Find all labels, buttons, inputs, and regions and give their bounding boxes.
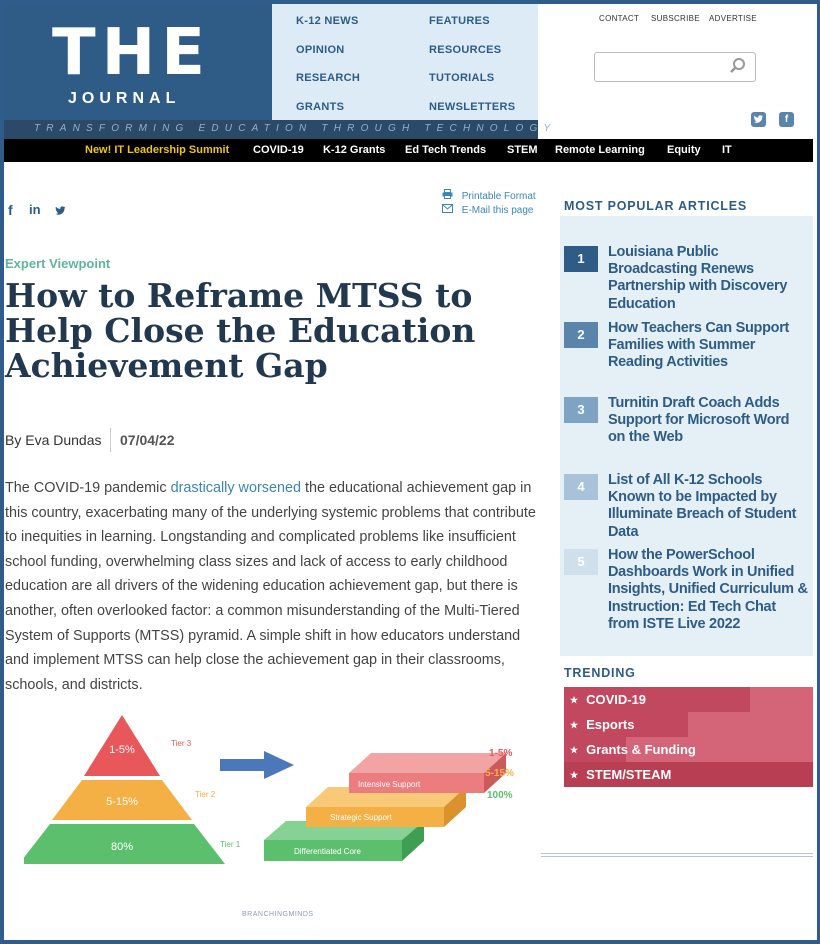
body-text-rest: the educational achievement gap in this country, exacerbating many of the underlying systemic problems that contribute to inequities in learning. Longstanding and complicated problems like insufficient school funding, overwhelming class sizes and lack of access to early childhood education are all drivers of the widening education achievement gap, but there is another, often overlooked factor: a common misunderstanding of the Multi-Tiered System of Supports (MTSS) pyramid. A simple shift in how educators understand and implement MTSS can help close the achievement gap in their classrooms, schools, and districts.: [5, 480, 536, 693]
step-core-label: Differentiated Core: [294, 847, 361, 856]
facebook-icon[interactable]: f: [779, 112, 794, 127]
popular-title[interactable]: How the PowerSchool Dashboards Work in Unified Insights, Unified Curriculum & Instruction: Ed Tech Chat from ISTE Live 2022: [608, 547, 808, 632]
popular-rank: 1: [564, 246, 598, 272]
trending-label: STEM/STEAM: [586, 767, 672, 782]
search-input[interactable]: [599, 54, 729, 80]
trending-grants-funding[interactable]: [570, 742, 696, 757]
star-icon: ★: [570, 695, 579, 705]
step-intensive-top: [349, 753, 506, 773]
star-icon: ★: [570, 770, 579, 780]
popular-title[interactable]: Turnitin Draft Coach Adds Support for Microsoft Word on the Web: [608, 395, 790, 446]
step-intensive-label: Intensive Support: [358, 780, 421, 789]
topic-it-leadership-summit[interactable]: New! IT Leadership Summit: [85, 144, 230, 156]
step-intensive-pct: 1-5%: [489, 748, 513, 759]
topic-ed-tech-trends[interactable]: Ed Tech Trends: [405, 144, 487, 156]
mtss-figure: [24, 709, 524, 929]
subscribe-link[interactable]: SUBSCRIBE: [651, 14, 700, 23]
byline-divider: [110, 428, 111, 452]
contact-link[interactable]: CONTACT: [599, 14, 640, 23]
article-headline: How to Reframe MTSS to Help Close the Education Achievement Gap: [5, 276, 476, 385]
popular-title[interactable]: List of All K-12 Schools Known to be Impacted by Illuminate Breach of Student Data: [608, 472, 797, 540]
pyramid-tier3-pct: 1-5%: [109, 744, 135, 756]
email-page-label: E-Mail this page: [461, 205, 534, 216]
tagline-bar: [4, 120, 557, 139]
tagline: TRANSFORMING EDUCATION THROUGH TECHNOLOGY: [34, 123, 557, 134]
nav-opinion[interactable]: OPINION: [296, 44, 345, 56]
pyramid-tier1-pct: 80%: [110, 841, 134, 853]
article-kicker[interactable]: Expert Viewpoint: [5, 256, 111, 271]
article-date: 07/04/22: [120, 432, 175, 448]
search-icon[interactable]: [729, 57, 747, 80]
nav-k12-news[interactable]: K-12 NEWS: [296, 15, 359, 27]
star-icon: ★: [570, 720, 579, 730]
topic-stem[interactable]: STEM: [507, 144, 538, 156]
trending-heading: TRENDING: [564, 666, 636, 680]
logo-wordmark: THE: [52, 16, 211, 90]
topic-covid19[interactable]: COVID-19: [253, 144, 304, 156]
most-popular-heading: MOST POPULAR ARTICLES: [564, 199, 748, 213]
topics-bar: [4, 139, 813, 162]
linkedin-icon[interactable]: in: [29, 202, 41, 217]
popular-rank: 3: [564, 397, 598, 423]
nav-grants[interactable]: GRANTS: [296, 101, 345, 113]
arrow-right-icon: [220, 751, 294, 779]
step-strategic-pct: 5-15%: [485, 768, 514, 779]
printable-format-label: Printable Format: [461, 191, 536, 202]
trending-esports[interactable]: [570, 717, 634, 732]
printable-format-link[interactable]: [442, 189, 536, 202]
sidebar-divider: [541, 853, 813, 854]
email-page-link[interactable]: [442, 204, 533, 216]
pyramid-tier2-label: Tier 2: [195, 790, 216, 799]
topic-it[interactable]: IT: [722, 144, 732, 156]
sidebar-divider: [541, 856, 813, 857]
nav-tutorials[interactable]: TUTORIALS: [429, 72, 495, 84]
pyramid-tier1-label: Tier 1: [220, 840, 241, 849]
facebook-icon[interactable]: f: [8, 202, 13, 218]
trending-label: Grants & Funding: [586, 742, 696, 757]
popular-rank: 4: [564, 474, 598, 500]
nav-features[interactable]: FEATURES: [429, 15, 490, 27]
mtss-diagram: [24, 709, 524, 929]
page: [4, 4, 817, 940]
site-logo[interactable]: [4, 4, 272, 120]
step-core-pct: 100%: [487, 790, 513, 801]
trending-stem-steam[interactable]: [570, 767, 671, 782]
drastically-worsened-link[interactable]: drastically worsened: [170, 480, 301, 496]
popular-title[interactable]: How Teachers Can Support Families with Summer Reading Activities: [608, 320, 790, 371]
popular-title[interactable]: Louisiana Public Broadcasting Renews Partnership with Discovery Education: [608, 244, 788, 312]
trending-label: Esports: [586, 717, 635, 732]
twitter-icon[interactable]: [751, 112, 766, 127]
envelope-icon: [442, 205, 456, 216]
printer-icon: [442, 191, 456, 202]
trending-label: COVID-19: [586, 692, 647, 707]
twitter-icon[interactable]: [54, 204, 67, 220]
pyramid-tier2-pct: 5-15%: [106, 796, 138, 808]
article-body: [5, 476, 545, 697]
body-text-start: The COVID-19 pandemic: [5, 480, 171, 496]
advertise-link[interactable]: ADVERTISE: [709, 14, 757, 23]
topic-remote-learning[interactable]: Remote Learning: [555, 144, 645, 156]
pyramid-tier3-label: Tier 3: [171, 739, 192, 748]
trending-covid19[interactable]: [570, 692, 646, 707]
most-popular-panel: [560, 216, 813, 656]
nav-research[interactable]: RESEARCH: [296, 72, 361, 84]
popular-rank: 2: [564, 322, 598, 348]
figure-credit: BRANCHINGMINDS: [242, 911, 314, 918]
main-nav: [272, 4, 538, 120]
topic-equity[interactable]: Equity: [667, 144, 701, 156]
topic-k12-grants[interactable]: K-12 Grants: [323, 144, 386, 156]
trending-panel: [564, 687, 813, 787]
nav-newsletters[interactable]: NEWSLETTERS: [429, 101, 516, 113]
popular-rank: 5: [564, 549, 598, 575]
article-author: By Eva Dundas: [5, 432, 102, 448]
star-icon: ★: [570, 745, 579, 755]
nav-resources[interactable]: RESOURCES: [429, 44, 502, 56]
logo-subtitle: JOURNAL: [68, 90, 181, 107]
step-strategic-label: Strategic Support: [330, 813, 392, 822]
search-box: [594, 52, 756, 82]
